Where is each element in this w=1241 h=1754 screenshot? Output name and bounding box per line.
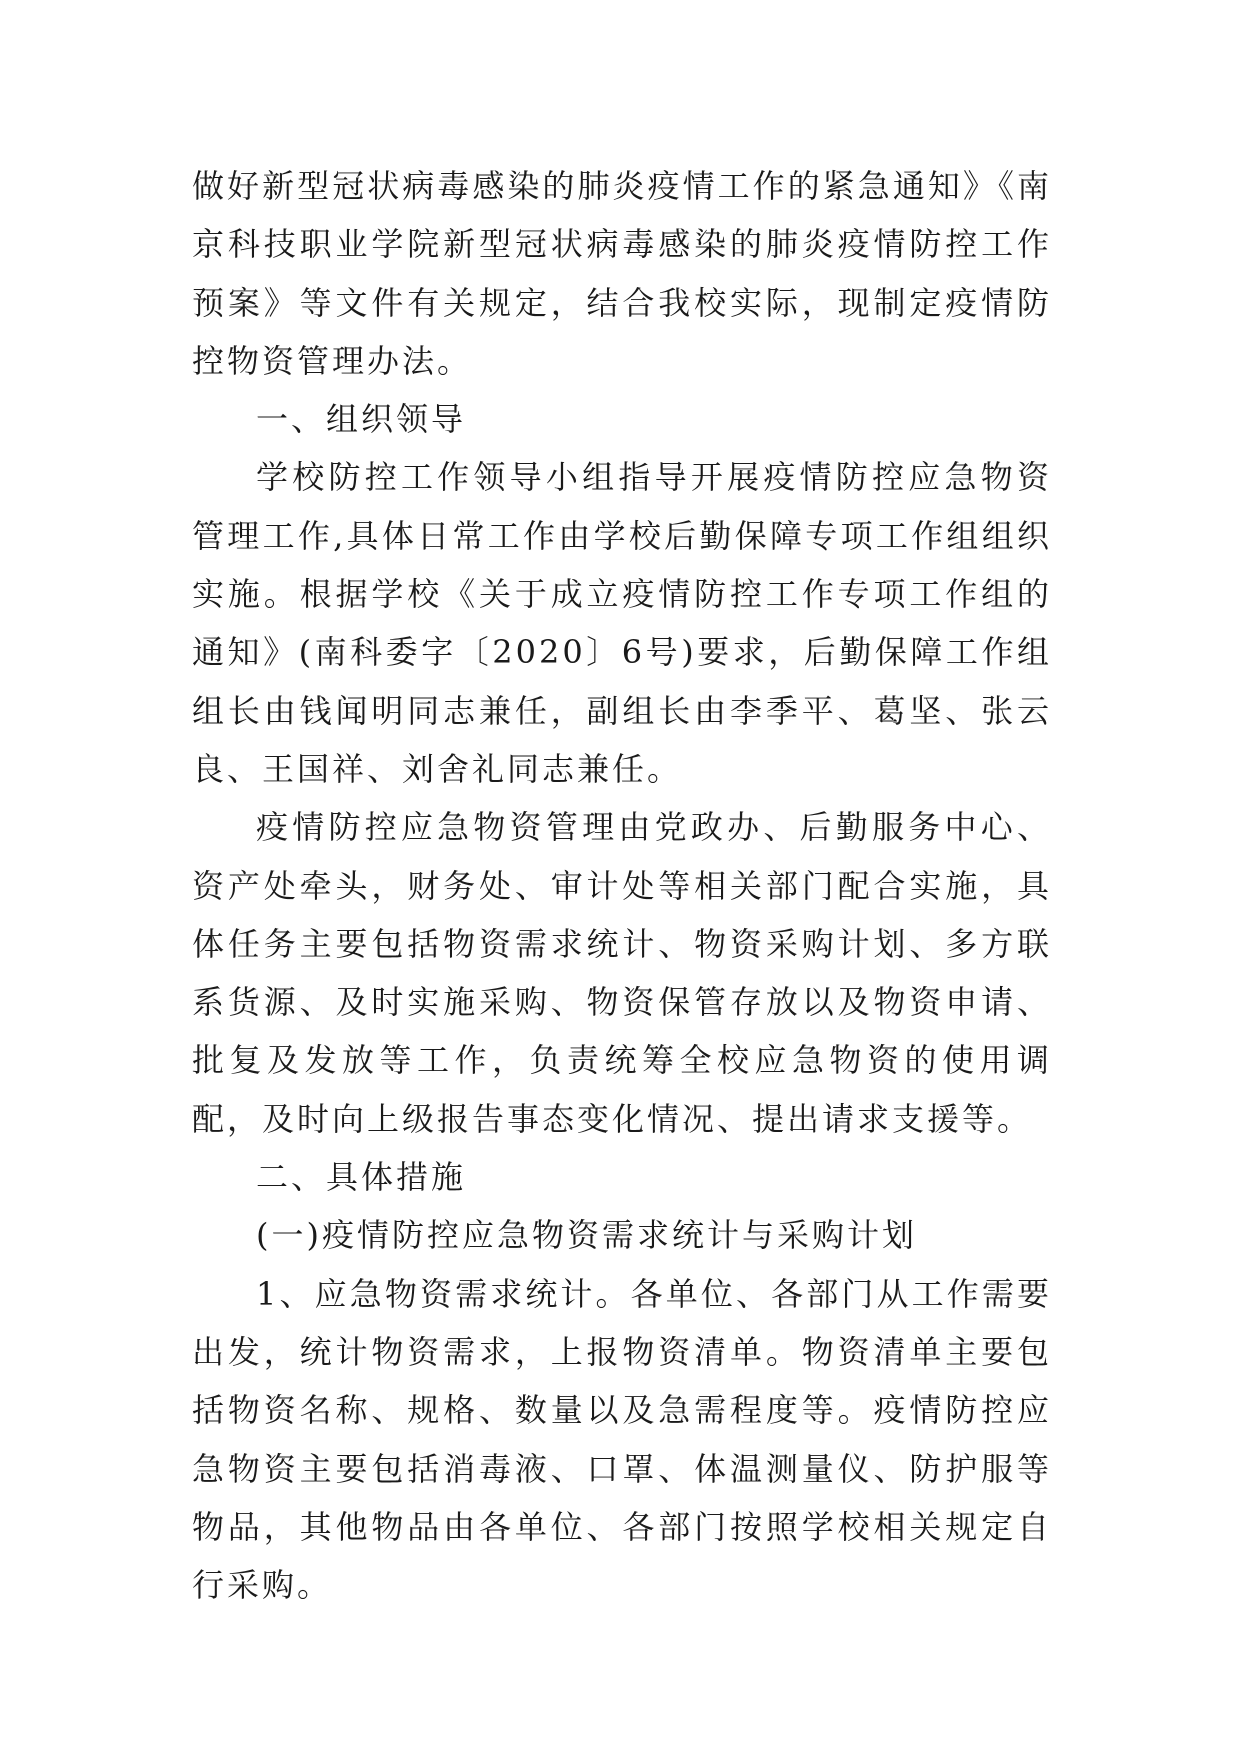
- paragraph-demand-statistics: 1、应急物资需求统计。各单位、各部门从工作需要出发，统计物资需求，上报物资清单。物资清单主要包括物资名称、规格、数量以及急需程度等。疫情防控应急物资主要包括消毒液、口罩、体温测量仪、防护服等物品，其他物品由各单位、各部门按照学校相关规定自行采购。: [192, 1274, 1052, 1605]
- continuation-paragraph: 做好新型冠状病毒感染的肺炎疫情工作的紧急通知》《南京科技职业学院新型冠状病毒感染的肺炎疫情防控工作预案》等文件有关规定，结合我校实际，现制定疫情防控物资管理办法。: [192, 167, 1052, 380]
- document-body: [192, 157, 1052, 1614]
- section-heading-measures: 二、具体措施: [256, 1158, 467, 1197]
- paragraph-management-duties: 疫情防控应急物资管理由党政办、后勤服务中心、资产处牵头，财务处、审计处等相关部门配合实施，具体任务主要包括物资需求统计、物资采购计划、多方联系货源、及时实施采购、物资保管存放以及物资申请、批复及发放等工作，负责统筹全校应急物资的使用调配，及时向上级报告事态变化情况、提出请求支援等。: [192, 808, 1052, 1138]
- section-heading-organization: 一、组织领导: [256, 400, 467, 439]
- paragraph-leadership: 学校防控工作领导小组指导开展疫情防控应急物资管理工作,具体日常工作由学校后勤保障专项工作组组织实施。根据学校《关于成立疫情防控工作专项工作组的通知》(南科委字〔2020〕6号)要求，后勤保障工作组组长由钱闻明同志兼任，副组长由李季平、葛坚、张云良、王国祥、刘舍礼同志兼任。: [192, 458, 1052, 788]
- subsection-heading-demand-and-purchase: (一)疫情防控应急物资需求统计与采购计划: [256, 1216, 917, 1255]
